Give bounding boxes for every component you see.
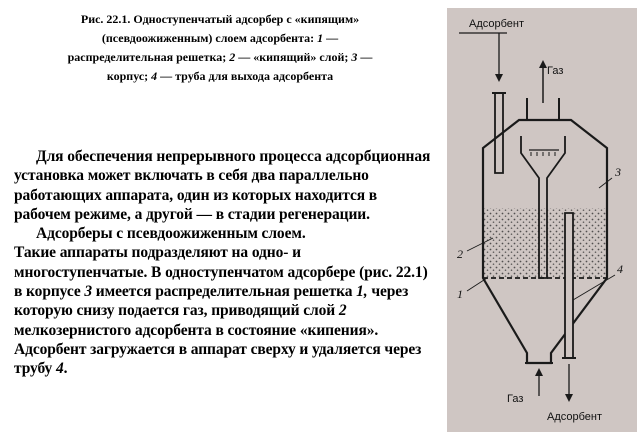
body-text (14, 147, 434, 379)
caption-line-2: (псевдоожиженным) слоем адсорбента: 1 — (101, 31, 339, 45)
adsorber-figure (447, 8, 637, 432)
caption-line-1: Рис. 22.1. Одноступенчатый адсорбер с «кипящим» (80, 12, 360, 26)
label-num-1: 1 (457, 287, 463, 301)
subheading: Адсорберы с псевдоожиженным слоем. (36, 225, 306, 243)
label-num-2: 2 (457, 247, 463, 261)
label-gas-in: Газ (507, 393, 524, 405)
paragraph-2: Такие аппараты подразделяют на одно- и многоступенчатые. В одноступенчатом адсорбере (рис. 22.1) в корпусе 3 имеется распределительная решетка 1, через которую снизу подается газ, приводящий слой 2 мелкозернистого адсорбента в состояние «кипения». Адсорбент загружается в аппарат сверху и удаляется через трубу 4. (14, 244, 428, 378)
adsorber-diagram (447, 8, 637, 432)
adsorbent-outlet-pipe (565, 213, 573, 358)
label-gas-out: Газ (547, 65, 564, 77)
label-num-3: 3 (615, 165, 621, 179)
caption-line-4: корпус; 4 — труба для выхода адсорбента (106, 69, 334, 83)
caption-line-3: распределительная решетка; 2 — «кипящий» слой; 3 — (67, 50, 373, 64)
figure-caption (20, 10, 420, 86)
label-num-4: 4 (617, 262, 623, 276)
paragraph-1: Для обеспечения непрерывного процесса адсорбционная установка может включать в себя два параллельно работающих аппарата, один из которых находится в рабочем режиме, а другой — в стадии регенерации. (14, 148, 431, 223)
label-adsorbent-out: Адсорбент (547, 411, 603, 423)
label-adsorbent-in: Адсорбент (469, 18, 525, 30)
fluidized-bed (483, 208, 607, 278)
